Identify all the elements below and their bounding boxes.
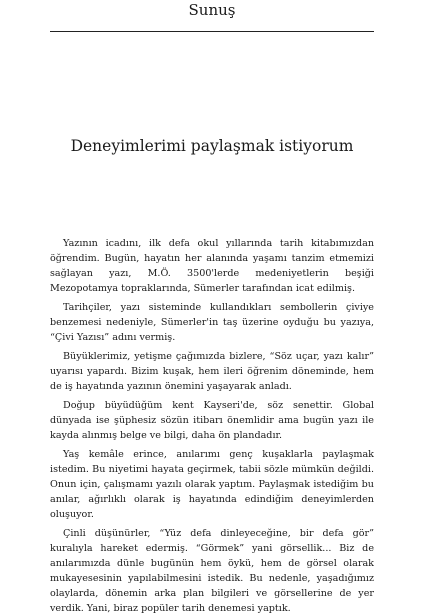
paragraph-3: Büyüklerimiz, yetişme çağımızda bizlere, “Söz uçar, yazı kalır” uyarısı yapardı. Bizim kuşak, hem ileri öğrenim döneminde, hem de iş hayatında yazının önemini yaşayarak anladı. <box>50 351 374 392</box>
paragraph-1: Yazının icadını, ilk defa okul yıllarında tarih kitabımızdan öğrendim. Bugün, hayatın her alanında yaşamı tanzim etmemizi sağlayan yazı, M.Ö. 3500'lerde medeniyetlerin beşiği Mezopotamya topraklarında, Sümerler tarafından icat edilmiş. <box>50 238 374 294</box>
header-rule <box>50 31 374 32</box>
chapter-title: Deneyimlerimi paylaşmak istiyorum <box>70 137 354 155</box>
running-head-title: Sunuş <box>188 1 236 19</box>
body-text <box>50 236 374 616</box>
paragraph-4: Doğup büyüdüğüm kent Kayseri'de, söz senettir. Global dünyada ise şüphesiz sözün itibarı önemlidir ama bugün yazı ile kayda alınmış belge ve bilgi, daha ön plandadır. <box>50 400 374 441</box>
paragraph-2: Tarihçiler, yazı sisteminde kullandıkları sembollerin çiviye benzemesi nedeniyle, Sümerler'in taş üzerine oyduğu bu yazıya, “Çivi Yazısı” adını vermiş. <box>50 302 374 343</box>
paragraph-5: Yaş kemâle erince, anılarımı genç kuşaklarla paylaşmak istedim. Bu niyetimi hayata geçirmek, tabii sözle mümkün değildi. Onun için, çalışmamı yazılı olarak yaptım. Paylaşmak istediğim bu anılar, ağırlıklı olarak iş hayatında edindiğim deneyimlerden oluşuyor. <box>50 449 374 520</box>
paragraph-6: Çinli düşünürler, “Yüz defa dinleyeceğine, bir defa gör” kuralıyla hareket edermiş. “Görmek” yani görsellik... Biz de anılarımızda dünle bugünün hem öykü, hem de görsel olarak mukayesesinin yapılabilmesini istedik. Bu nedenle, yaşadığımız olaylarda, dönemin arka plan bilgileri ve görsellerine de yer verdik. Yani, biraz popüler tarih denemesi yaptık. <box>50 528 374 614</box>
